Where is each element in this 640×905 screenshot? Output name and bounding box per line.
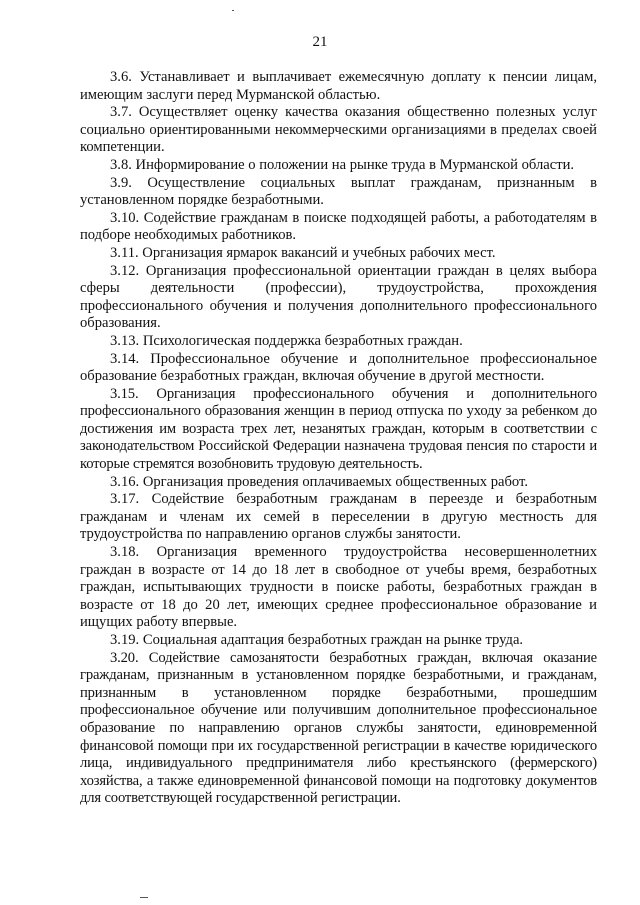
paragraph-3-16: 3.16. Организация проведения оплачиваемых общественных работ. bbox=[110, 473, 528, 490]
paragraph-3-17: 3.17. Содействие безработным гражданам в переезде и безработным гражданам и членам их семей в переселении в другую местность для трудоустройства по направлению органов службы занятости. bbox=[80, 491, 597, 543]
paragraph-3-10: 3.10. Содействие гражданам в поиске подходящей работы, а работодателям в подборе необходимых работников. bbox=[80, 209, 597, 244]
page-number: 21 bbox=[312, 34, 328, 50]
paragraph-3-14: 3.14. Профессиональное обучение и дополнительное профессиональное образование безработных граждан, включая обучение в другой местности. bbox=[80, 350, 597, 385]
paragraph-3-19: 3.19. Социальная адаптация безработных граждан на рынке труда. bbox=[110, 632, 524, 648]
paragraph-3-9: 3.9. Осуществление социальных выплат гражданам, признанным в установленном порядке безработными. bbox=[80, 174, 597, 209]
paragraph-3-8: 3.8. Информирование о положении на рынке труда в Мурманской области. bbox=[110, 156, 575, 173]
scan-speck bbox=[232, 10, 234, 11]
paragraph-3-6: 3.6. Устанавливает и выплачивает ежемесячную доплату к пенсии лицам, имеющим заслуги перед Мурманской областью. bbox=[80, 69, 597, 103]
paragraph-3-7: 3.7. Осуществляет оценку качества оказания общественно полезных услуг социально ориентированными некоммерческими организациями в пределах своей компетенции. bbox=[80, 104, 597, 156]
paragraph-3-18: 3.18. Организация временного трудоустройства несовершеннолетних граждан в возрасте от 14 до 18 лет в свободное от учебы время, безработных граждан, испытывающих трудности в поиске работы, безработных граждан в возрасте от 18 до 20 лет, имеющих среднее профессиональное образование и ищущих работу впервые. bbox=[80, 544, 597, 631]
paragraph-3-13: 3.13. Психологическая поддержка безработных граждан. bbox=[110, 332, 463, 349]
paragraph-3-20: 3.20. Содействие самозанятости безработных граждан, включая оказание гражданам, признанным в установленном порядке безработными, и гражданам, признанным в установленном порядке безработными, прошедшим профессиональное обучение или получившим дополнительное профессиональное образование по направлению органов службы занятости, единовременной финансовой помощи при их государственной регистрации в качестве юридического лица, индивидуального предпринимателя либо крестьянского (фермерского) хозяйства, а также единовременной финансовой помощи на подготовку документов для соответствующей государственной регистрации. bbox=[80, 649, 597, 807]
paragraph-3-12: 3.12. Организация профессиональной ориентации граждан в целях выбора сферы деятельности (профессии), трудоустройства, прохождения профессионального обучения и получения дополнительного профессионального образования. bbox=[80, 262, 597, 332]
document-body bbox=[80, 69, 597, 808]
paragraph-3-11: 3.11. Организация ярмарок вакансий и учебных рабочих мест. bbox=[110, 244, 496, 261]
paragraph-3-15: 3.15. Организация профессионального обучения и дополнительного профессионального образования женщин в период отпуска по уходу за ребенком до достижения им возраста трех лет, незанятых граждан, которым в соответствии с законодательством Российской Федерации назначена трудовая пенсия по старости и которые стремятся возобновить трудовую деятельность. bbox=[80, 385, 597, 473]
scan-speck bbox=[140, 897, 148, 898]
